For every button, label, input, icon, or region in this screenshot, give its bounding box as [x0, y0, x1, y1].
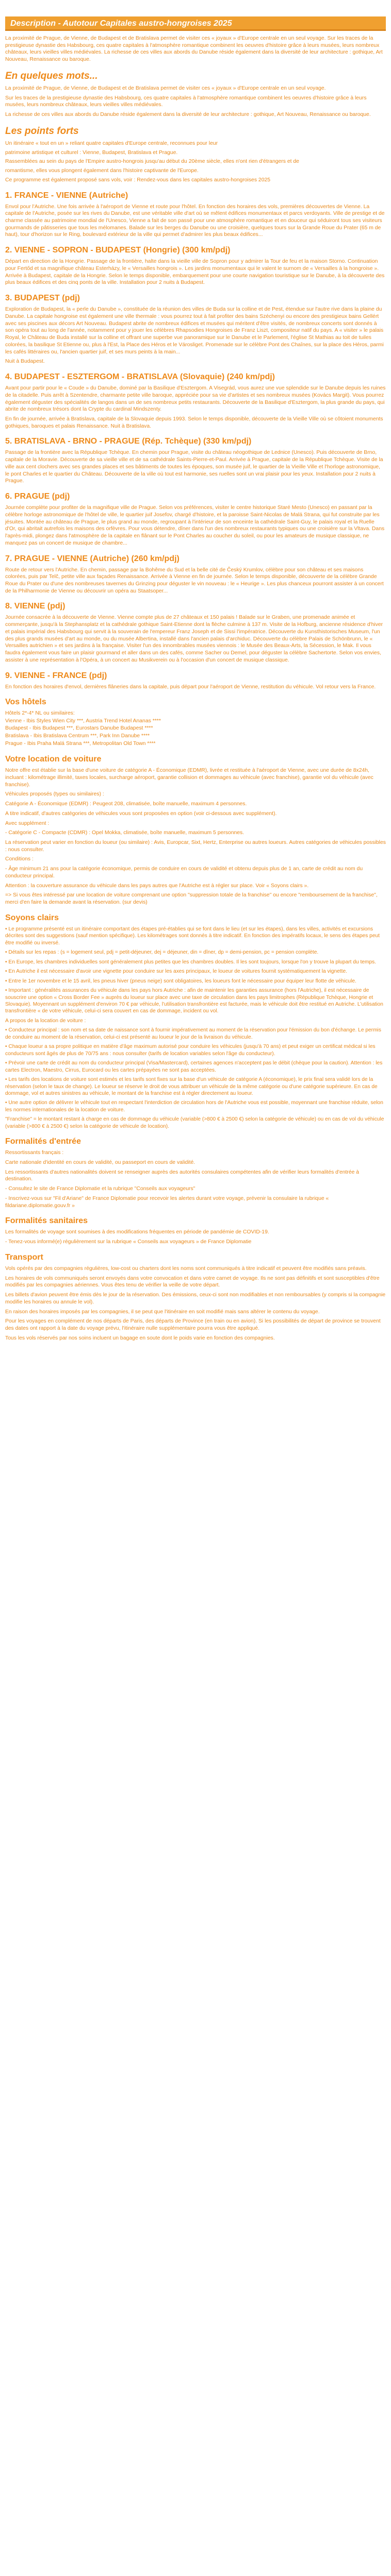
paragraph: Pour les voyages en complément de nos départs de Paris, des départs de Province (en train ou en avion). Si les possibilités de départ de province se trouvent des dates ont rapport à la date du voyage prévu, l'itinéraire nulle supplémentaire pourra vous être appliqué. — [5, 1318, 381, 1331]
day-title: 9. VIENNE - FRANCE (pdj) — [5, 671, 107, 680]
quelques-mots-section — [5, 85, 386, 118]
paragraph: • Une autre option de délivrer le véhicule tout en respectant l'interdiction de circulation hors de l'Autriche vous est possible, moyennant une franchise réduite, selon les normes internationales de la location de voiture. — [5, 1100, 383, 1113]
paragraph: Sur les traces de la prestigieuse dynastie des Habsbourg, ces quatre capitales à l'atmosphère romantique combinent les oeuvres d'histoire grâce à leurs musées, leurs nombreux châteaux, leurs vieilles villes médiévales. — [5, 95, 367, 108]
hotel-line: Bratislava - Ibis Bratislava Centrum ***, Park Inn Danube **** — [5, 733, 150, 739]
paragraph: patrimoine artistique et culturel : Vienne, Budapest, Bratislava et Prague. — [5, 149, 178, 156]
paragraph: Exploration de Budapest, la « perle du Danube », constituée de la réunion des villes de Buda sur la colline et de Pest, étendue sur l'autre rive dans la plaine du Danube. La capitale hongroise est également une ville thermale : vous pourrez tout à fait profiter des bains Széchenyi ou encore des prestigieux bains Gellért avec ses piscines aux décors Art Nouveau. Budapest abrite de nombreux édifices et musées qui méritent d'être visités, de nombreux concerts sont donnés à son opéra tout au long de l'année, notamment pour y jouer les célèbres Rhapsodies Hongroises de Franz Liszt, compositeur natif du pays. A « visiter » le palais Royal, le Château de Buda installé sur la colline et offrant une superbe vue panoramique sur le Danube et le Parlement, l'église St Mathias au toit de tuiles colorées, la basilique St Etienne ou, plus à l'Est, la Place des Héros et le Városliget. Promenade sur le célèbre Pont des Chaînes, sur la place des Héros, parmi les cafés littéraires ou, l'ancien quartier juif, et ses murs peints à la main... — [5, 307, 384, 355]
paragraph: Envol pour l'Autriche. Une fois arrivée à l'aéroport de Vienne et route pour l'hôtel. En fonction des horaires des vols, premières découvertes de Vienne. La capitale de l'Autriche, posée sur les rives du Danube, est une véritable ville d'art où se mêlent édifices monumentaux et parcs verdoyants. Ville de prestige et de charme classée au patrimoine mondial de l'Unesco, Vienne a fait de son passé pour une atmosphère romantique et en douceur qui séduiront tous ses visiteurs gourmands de pâtisseries que tous les mélomanes. Balade sur les berges du Danube ou une croisière, quelques tours sur la Grande Roue du Prater (65 m de haut), tour d'horizon sur le Ring, boulevard extérieur de la ville qui permet d'admirer les plus beaux édifices... — [5, 204, 385, 238]
paragraph: Les billets d'avion peuvent être émis dès le jour de la réservation. Des émissions, ceux-ci sont non modifiables et non remboursables (y compris si la compagnie modifie les horaires ou annule le vol). — [5, 1292, 386, 1305]
section-title-formalites: Formalités d'entrée — [5, 1137, 81, 1146]
day-section — [5, 204, 386, 239]
day-section — [5, 258, 386, 286]
day-section — [5, 306, 386, 365]
day-section — [5, 449, 386, 485]
transport-section — [5, 1265, 386, 1342]
paragraph: Départ en direction de la Hongrie. Passage de la frontière, halte dans la vieille ville de Sopron pour y admirer la Tour de feu et la maison Storno. Continuation pour Fertőd et sa magnifique château Esterházy, le « Versailles hongrois ». Les jardins monumentaux qui le valent le surnom de « Versailles à la hongroise ». Arrivée à Budapest, capitale de la Hongrie. Selon le temps disponible, embarquement pour une courte navigation touristique sur le Danube, à la découverte des plus beaux édifices et des cinq ponts de la ville. Installation pour 2 nuits à Budapest. — [5, 259, 385, 286]
paragraph: Les ressortissants d'autres nationalités doivent se renseigner auprès des autorités consulaires compétentes afin de vérifier leurs formalités d'entrée à destination. — [5, 1169, 360, 1182]
paragraph: Journée complète pour profiter de la magnifique ville de Prague. Selon vos préférences, visiter le centre historique Staré Mesto (Unesco) en passant par la célèbre horloge astronomique de l'hôtel de ville, le quartier juif Josefov, chargé d'histoire, et la paroisse Saint-Nicolas de Malá Strana, qui fut construite par les jésuites. Montée au château de Prague, le plus grand au monde, regroupant à l'intérieur de son enceinte la cathédrale Saint-Guy, le palais royal et la Ruelle d'Or, qui abritait autrefois les maisons des orfèvres. Pour vous détendre, dîner dans l'un des nombreux restaurants typiques ou une croisière sur la Vltava. Dans l'après-midi, plongez dans l'atmosphère de la capitale en flânant sur le Pont Charles au coucher du soleil, ou pour les amateurs de musique classique, ne manquez pas un concert de musique de chambre... — [5, 505, 385, 546]
day-section — [5, 567, 386, 595]
paragraph: • Prévoir une carte de crédit au nom du conducteur principal (Visa/Mastercard), certaines agences n'acceptent pas le débit (chèque pour la caution). Attention : les cartes Electron, Maestro, Cirrus, Eurocard ou les cartes prépayées ne sont pas acceptées. — [5, 1060, 383, 1073]
paragraph: Avant pour partir pour le « Coude » du Danube, dominé par la Basilique d'Esztergom. A Visegrád, vous aurez une vue splendide sur le Danube depuis les ruines de la citadelle. Puis arrêt à Szentendre, charmante petite ville baroque, appréciée pour sa vie d'artistes et ses nombreux musées (Kovács Margit). Vous pourrez également déguster des spécialités de langos dans un de ses nombreux petits restaurants. Découverte de la Basilique d'Esztergom, la plus grande du pays, qui abrite de nombreux trésors dont la Crypte du cardinal Mindszenty. — [5, 385, 386, 413]
paragraph: • Chaque loueur a sa propre politique en matière d'âge maximum autorisé pour conduire les véhicules (jusqu'à 70 ans) et peut exiger un certificat médical si les conducteurs sont âgés de plus de 70/75 ans : nous consulter (tarifs de location variables selon l'âge du conducteur). — [5, 1044, 376, 1057]
paragraph: En fin de journée, arrivée à Bratislava, capitale de la Slovaquie depuis 1993. Selon le temps disponible, découverte de la Vieille Ville où se côtoient monuments gothiques, baroques et palais Renaissance. Nuit à Bratislava. — [5, 416, 383, 429]
paragraph: • Les tarifs des locations de voiture sont estimés et les tarifs sont fixes sur la base d'un véhicule de catégorie A (économique), le prix final sera validé lors de la réservation (selon le taux de change). Le loueur se réserve le droit de vous attribuer un véhicule de la même catégorie ou d'une catégorie supérieure. En cas de dommage, vol et autres sinistres au véhicule, le montant de la franchise est à régler directement au loueur. — [5, 1077, 378, 1096]
paragraph: • Le programme présenté est un itinéraire comportant des étapes pré-établies qui se font dans le lieu (et sur les étapes), dans les villes, activités et excursions décrites sont des suggestions (sauf mention spécifique). Les kilométrages sont donnés à titre indicatif. En fonction des impératifs locaux, le sens des étapes peut être modifié ou inversé. — [5, 926, 380, 946]
paragraph: Ce programme est également proposé sans vols, voir : Rendez-vous dans les capitales austro-hongroises 2025 — [5, 177, 271, 183]
intro-paragraph: La proximité de Prague, de Vienne, de Budapest et de Bratislava permet de visiter ces « joyaux » d'Europe centrale en un seul voyage. Sur les traces de la prestigieuse dynastie des Habsbourg, ces quatre capitales à l'atmosphère romantique combinent les oeuvres d'histoire grâce à leurs musées, leurs nombreux châteaux, leurs vieilles villes médiévales. La richesse de ces villes aux abords du Danube réside également dans la diversité de leur architecture : gothique, Art Nouveau, Renaissance ou baroque. — [5, 36, 383, 63]
section-title-transport: Transport — [5, 1252, 43, 1262]
paragraph: Carte nationale d'identité en cours de validité, ou passeport en cours de validité. — [5, 1159, 196, 1165]
paragraph: Journée consacrée à la découverte de Vienne. Vienne compte plus de 27 châteaux et 150 palais ! Balade sur le Graben, une promenade animée et commerçante, jusqu'à la Stephansplatz et la cathédrale gothique Saint-Etienne dont la flèche culmine à 137 m. Visite de la Hofburg, ancienne résidence d'hiver et palais impérial des Habsbourg qui servit à la souverain de l'empereur Franz Joseph et de Sissi l'impératrice. Découverte du Kunsthistorisches Museum, l'un des plus grands musées d'art au monde, ou du musée Albertina, installé dans l'ancien palais d'archiduc. Découverte du célèbre Palais de Schönbrunn, le « Versailles autrichien » et ses jardins à la française. Visiter l'un des innombrables musées viennois : le Musée des Beaux-Arts, la Sécession, le Mak. Il vous faudra également vous faire un plaisir gourmand et aller dans un des cafés, comme Sacher ou Demel, pour déguster la célèbre Sachertorte. Selon vos envies, assister à une représentation à l'Opéra, à un concert au Musikverein ou à l'occasion d'un concert de musique classique. — [5, 615, 383, 663]
sanitaires-section — [5, 1229, 386, 1245]
section-title-voiture: Votre location de voiture — [5, 755, 102, 764]
formalites-section — [5, 1149, 386, 1209]
paragraph: - Âge minimum 21 ans pour la catégorie économique, permis de conduire en cours de validité et obtenu depuis plus de 1 an, carte de crédit au nom du conducteur principal. — [5, 866, 363, 879]
paragraph: • Conducteur principal : son nom et sa date de naissance sont à fournir impérativement au moment de la réservation pour l'émission du bon d'échange. Le permis de conduire au moment de la réservation, celui-ci est présenté au loueur le jour de la livraison du véhicule. — [5, 1027, 381, 1040]
day-title: 6. PRAGUE (pdj) — [5, 492, 70, 501]
day-section — [5, 504, 386, 547]
paragraph: Rassemblées au sein du pays de l'Empire austro-hongrois jusqu'au début du 20ème siècle, elles n'ont rien d'étrangers et de — [5, 159, 299, 165]
paragraph: Les horaires de vols communiqués seront envoyés dans votre convocation et dans votre carnet de voyage. Ils ne sont pas définitifs et sont susceptibles d'être modifiés par les compagnies aériennes. Vous êtes tenu de vérifier la veille de votre départ. — [5, 1275, 380, 1289]
paragraph: - Catégorie C - Compacte (CDMR) : Opel Mokka, climatisée, boîte manuelle, maximum 5 personnes. — [5, 830, 245, 836]
day-title: 8. VIENNE (pdj) — [5, 602, 66, 611]
day-title: 4. BUDAPEST - ESZTERGOM - BRATISLAVA (Slovaquie) (240 km/pdj) — [5, 372, 275, 382]
hotel-line: Budapest - Ibis Budapest ***, Eurostars Danube Budapest **** — [5, 725, 153, 732]
points-forts-section — [5, 140, 386, 184]
day-title: 3. BUDAPEST (pdj) — [5, 294, 80, 303]
day-title: 7. PRAGUE - VIENNE (Autriche) (260 km/pdj) — [5, 554, 180, 563]
paragraph: • Détails sur les repas : (s = logement seul, pdj = petit-déjeuner, dej = déjeuner, din = dîner, dp = demi-pension, pc = pension complète. — [5, 950, 319, 956]
paragraph: • Entre le 1er novembre et le 15 avril, les pneus hiver (pneus neige) sont obligatoires, les loueurs font le nécessaire pour équiper leur flotte de véhicule. — [5, 978, 356, 984]
paragraph: A titre indicatif, d'autres catégories de véhicules vous sont proposées en option (voir ci-dessous avec supplément). — [5, 810, 277, 817]
paragraph: Conditions : — [5, 856, 34, 862]
day-title: 5. BRATISLAVA - BRNO - PRAGUE (Rép. Tchèque) (330 km/pdj) — [5, 437, 252, 446]
paragraph: - Consultez le site de France Diplomatie et la rubrique "Conseils aux voyageurs" — [5, 1186, 196, 1192]
description-banner: Description - Autotour Capitales austro-hongroises 2025 — [5, 16, 386, 31]
day-title: 2. VIENNE - SOPRON - BUDAPEST (Hongrie) (300 km/pdj) — [5, 246, 231, 255]
section-title-quelques-mots: En quelques mots... — [5, 70, 98, 81]
day-section — [5, 684, 386, 691]
paragraph: Passage de la frontière avec la République Tchèque. En chemin pour Prague, visite du château néogothique de Lednice (Unesco). Puis découverte de Brno, capitale de la Moravie. Découverte de sa vieille ville et de sa cathédrale Saints-Pierre-et-Paul. Arrivée à Prague, capitale de la République Tchèque. Visite de la ville aux cent clochers avec ses grandes places et ses bâtiments de toutes les époques, son musée juif, le quartier de la Vieille Ville et l'horloge astronomique, le pont Charles et le quartier du Château. Découverte de la ville où tout est harmonie, ses ruelles sont un vrai plaisir pour les yeux. Installation pour 2 nuits à Prague. — [5, 450, 383, 484]
day-section — [5, 614, 386, 664]
paragraph: A propos de la location de voiture : — [5, 1018, 86, 1024]
paragraph: Nuit à Budapest. — [5, 359, 45, 365]
day-title: 1. FRANCE - VIENNE (Autriche) — [5, 191, 128, 200]
paragraph: Attention : la couverture assurance du véhicule dans les pays autres que l'Autriche est à régler sur place. Voir « Soyons clairs ». — [5, 883, 309, 889]
paragraph: "Franchise" = le montant restant à charge en cas de dommage du véhicule (variable (>800 € à 2500 €) selon la catégorie de véhicule) ou en cas de vol du véhicule (variable (>800 € à 2500 €) selon la catégorie de véhicule de location). — [5, 1116, 384, 1129]
paragraph: En fonction des horaires d'envol, dernières flâneries dans la capitale, puis départ pour l'aéroport de Vienne, restitution du véhicule. Vol retour vers la France. — [5, 684, 376, 690]
paragraph: • En Europe, les chambres individuelles sont généralement plus petites que les chambres doubles. Il les sont toujours, lorsque l'on y trouve la plupart du temps. — [5, 959, 377, 965]
paragraph: romantisme, elles vous plongent également dans l'histoire captivante de l'Europe. — [5, 168, 199, 174]
paragraph: Catégorie A - Économique (EDMR) : Peugeot 208, climatisée, boîte manuelle, maximum 4 personnes. — [5, 801, 247, 807]
hotels-section — [5, 710, 386, 748]
paragraph: => Si vous êtes intéressé par une location de voiture comprenant une option "suppression totale de la franchise" ou encore "remboursement de la franchise", merci d'en faire la demande avant la réservation. (sur devis) — [5, 892, 378, 906]
paragraph: - Inscrivez-vous sur "Fil d'Ariane" de France Diplomatie pour recevoir les alertes durant votre voyage, prévenir la consulaire la rubrique « fildariane.diplomatie.gouv.fr » — [5, 1195, 329, 1209]
paragraph: • Important : généralités assurances du véhicule dans les pays hors Autriche : afin de maintenir les garanties assurance (hors l'Autriche), il est nécessaire de souscrire une option « Cross Border Fee » auprès du loueur sur place avec une taxe de circulation dans les pays limitrophes (République Tchèque, Hongrie et Slovaquie). Moyennant un supplément d'environ 70 € par véhicule, l'utilisation transfrontière est facturée, mais le véhicule doit être restitué en Autriche. L'utilisation transfrontière « de votre véhicule, celui-ci sera couvert en cas de dommage, incident ou vol. — [5, 988, 383, 1014]
paragraph: Ressortissants français : — [5, 1150, 64, 1156]
hotel-line: Vienne - Ibis Styles Wien City ***, Austria Trend Hotel Ananas **** — [5, 718, 161, 724]
paragraph: En raison des horaires imposés par les compagnies, il se peut que l'itinéraire en soit modifié mais sans altérer le contenu du voyage. — [5, 1309, 320, 1315]
hotel-line: Prague - Ibis Praha Malá Strana ***, Metropolitan Old Town **** — [5, 740, 156, 747]
voiture-section — [5, 767, 386, 906]
paragraph: Hôtels 2*-4* NL ou similaires: — [5, 710, 75, 717]
section-title-hotels: Vos hôtels — [5, 698, 46, 707]
paragraph: Route de retour vers l'Autriche. En chemin, passage par la Bohême du Sud et la belle cité de Český Krumlov, célèbre pour son château et ses maisons colorées, puis par Telč, petite ville aux façades Renaissance. Arrivée à Vienne en fin de journée. Selon le temps disponible, découverte de la célèbre Grande Roue du Prater ou d'une des nombreuses tavernes du Grinzing pour déguster le vin nouveau : le « Heurige ». Les plus chanceux pourront assister à un concert de la Philharmonie de Vienne ou découvrir un opéra au Staatsoper... — [5, 567, 384, 594]
paragraph: La réservation peut varier en fonction du loueur (ou similaire) : Avis, Europcar, Sixt, Hertz, Enterprise ou autres loueurs. Autres catégories de véhicules possibles : nous consulter. — [5, 840, 386, 853]
paragraph: - Tenez-vous informé(e) régulièrement sur la rubrique « Conseils aux voyageurs » de France Diplomatie — [5, 1239, 252, 1245]
soyons-clairs-section — [5, 926, 386, 1130]
section-title-sanitaires: Formalités sanitaires — [5, 1216, 88, 1226]
paragraph: Un itinéraire « tout en un » reliant quatre capitales d'Europe centrale, reconnues pour leur — [5, 140, 218, 146]
paragraph: La richesse de ces villes aux abords du Danube réside également dans la diversité de leur architecture : gothique, Art Nouveau, Renaissance ou baroque. — [5, 112, 371, 118]
section-title-points-forts: Les points forts — [5, 125, 79, 137]
paragraph: Vols opérés par des compagnies régulières, low-cost ou charters dont les noms sont communiqués à titre indicatif et peuvent être modifiés sans préavis. — [5, 1265, 367, 1272]
paragraph: Les formalités de voyage sont soumises à des modifications fréquentes en période de pandémie de COVID-19. — [5, 1229, 269, 1235]
section-title-soyons-clairs: Soyons clairs — [5, 913, 59, 922]
paragraph: Avec supplément : — [5, 820, 50, 826]
paragraph: Notre offre est établie sur la base d'une voiture de catégorie A - Économique (EDMR), livrée et restituée à l'aéroport de Vienne, avec une durée de 8x24h, incluant : kilométrage illimité, taxes locales, surcharge aéroport, garantie collision et dommages au véhicule (avec franchise), garantie vol du véhicule (avec franchise). — [5, 768, 373, 788]
paragraph: Véhicules proposés (types ou similaires) : — [5, 791, 104, 798]
paragraph: • En Autriche il est nécessaire d'avoir une vignette pour conduire sur les axes principaux, le loueur de voitures fournit systématiquement la vignette. — [5, 969, 347, 975]
intro-section — [5, 35, 386, 63]
paragraph: La proximité de Prague, de Vienne, de Budapest et de Bratislava permet de visiter ces « joyaux » d'Europe centrale en un seul voyage. — [5, 85, 326, 91]
day-section — [5, 385, 386, 430]
paragraph: Tous les vols réservés par nos soins incluent un bagage en soute dont le poids varie en fonction des compagnies. — [5, 1335, 275, 1341]
